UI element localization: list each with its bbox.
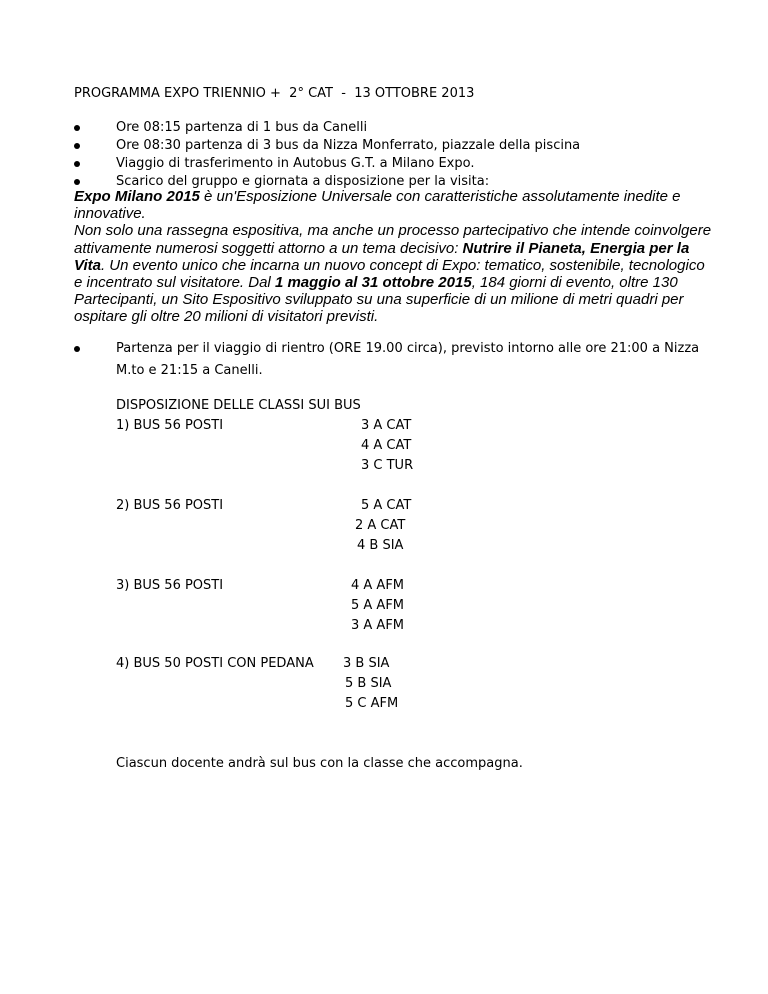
bus-class: 5 A CAT — [361, 498, 412, 513]
bus-label: 4) BUS 50 POSTI CON PEDANA — [116, 656, 314, 671]
bus-label: 2) BUS 56 POSTI — [116, 498, 224, 513]
bus-class: 2 A CAT — [355, 518, 406, 533]
expo-text: Non solo una rassegna espositiva, ma anche un processo partecipativo che intende coinvolgere attivamente numerosi soggetti attorno a un tema decisivo: — [74, 222, 712, 257]
bus-class: 4 A AFM — [351, 578, 405, 593]
schedule-item-text: Ore 08:30 partenza di 3 bus da Nizza Monferrato, piazzale della piscina — [116, 138, 581, 153]
bus-class: 3 B SIA — [343, 656, 390, 671]
expo-paragraph-2 — [74, 222, 714, 325]
schedule-item-text: Ore 08:15 partenza di 1 bus da Canelli — [116, 120, 368, 135]
bus-label: 3) BUS 56 POSTI — [116, 578, 224, 593]
bus-class: 3 A CAT — [361, 418, 412, 433]
bus-label: 1) BUS 56 POSTI — [116, 418, 224, 433]
bullet-icon — [74, 143, 80, 149]
expo-text: . Un evento unico che incarna un nuovo concept di Expo: tematico, sostenibile, tecnologico e incentrato sul visitatore. Dal — [74, 256, 705, 292]
footer-note: Ciascun docente andrà sul bus con la classe che accompagna. — [116, 756, 523, 771]
bullet-icon — [74, 125, 80, 131]
expo-intro: è un'Esposizione Universale con caratteristiche assolutamente inedite e innovative. — [74, 188, 681, 223]
bus-class: 4 A CAT — [361, 438, 412, 453]
expo-name: Expo Milano 2015 — [74, 188, 200, 205]
return-trip-item — [74, 338, 714, 382]
return-trip-text: Partenza per il viaggio di rientro (ORE 19.00 circa), previsto intorno alle ore 21:00 a Nizza M.to e 21:15 a Canelli. — [116, 341, 700, 378]
schedule-item-text: Viaggio di trasferimento in Autobus G.T. a Milano Expo. — [116, 156, 475, 171]
bus-class: 5 C AFM — [345, 696, 399, 711]
bus-section-title: DISPOSIZIONE DELLE CLASSI SUI BUS — [116, 398, 361, 413]
expo-paragraph-1 — [74, 188, 714, 222]
bus-class: 5 B SIA — [345, 676, 392, 691]
expo-description — [74, 188, 714, 326]
expo-theme: Nutrire il Pianeta, Energia per la Vita — [74, 239, 690, 274]
expo-text: , 184 giorni di evento, oltre 130 Partecipanti, un Sito Espositivo sviluppato su una superficie di un milione di metri quadri per ospitare gli oltre 20 milioni di visitatori previsti. — [74, 274, 684, 326]
bullet-icon — [74, 346, 80, 352]
bus-class: 3 C TUR — [361, 458, 414, 473]
bus-class: 3 A AFM — [351, 618, 405, 633]
page-title: PROGRAMMA EXPO TRIENNIO + 2° CAT - 13 OTTOBRE 2013 — [74, 86, 475, 101]
schedule-item-text: Scarico del gruppo e giornata a disposizione per la visita: — [116, 174, 490, 189]
expo-dates: 1 maggio al 31 ottobre 2015 — [274, 274, 472, 292]
bus-class: 4 B SIA — [357, 538, 404, 553]
bullet-icon — [74, 161, 80, 167]
bullet-icon — [74, 179, 80, 185]
bus-class: 5 A AFM — [351, 598, 405, 613]
